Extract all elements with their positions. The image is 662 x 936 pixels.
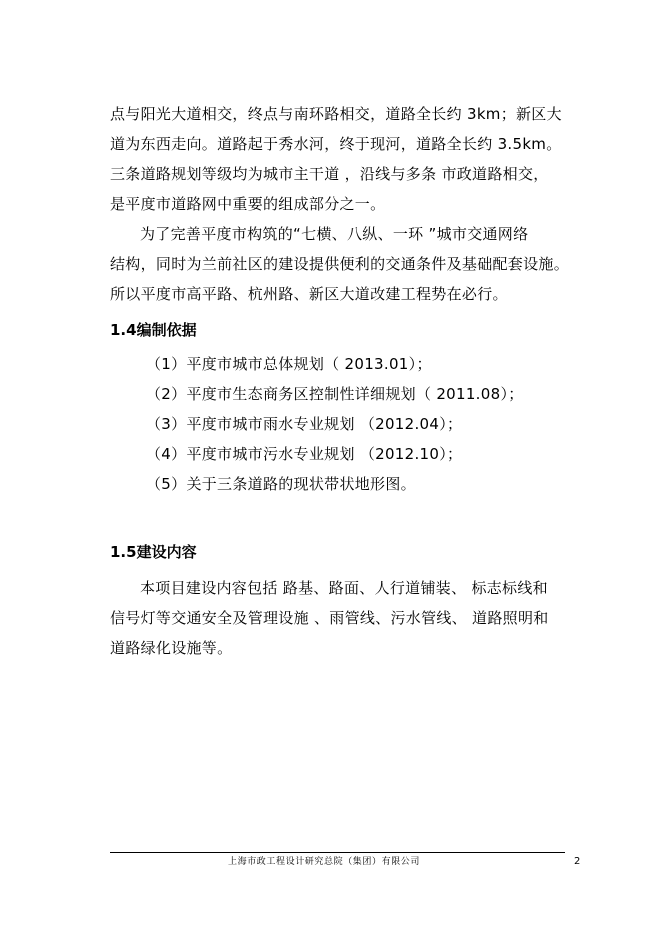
purpose-line-2: 结构，同时为兰前社区的建设提供便利的交通条件及基础配套设施。 [110,255,570,273]
section-1-4-heading: 1.4编制依据 [110,321,197,339]
intro-line-4: 是平度市道路网中重要的组成部分之一。 [110,195,386,213]
purpose-line-1: 为了完善平度市构筑的“七横、八纵、一环 ”城市交通网络 [140,225,529,243]
footer-organization: 上海市政工程设计研究总院（集团）有限公司 [228,857,421,867]
purpose-line-3: 所以平度市高平路、杭州路、新区大道改建工程势在必行。 [110,285,508,303]
content-line-1: 本项目建设内容包括 路基、路面、人行道铺装、 标志标线和 [140,579,548,597]
basis-item-2: （2）平度市生态商务区控制性详细规划（ 2011.08）； [146,385,524,403]
intro-line-1: 点与阳光大道相交，终点与南环路相交，道路全长约 3km；新区大 [110,105,562,123]
intro-line-2: 道为东西走向。道路起于秀水河，终于现河，道路全长约 3.5km。 [110,135,562,153]
basis-item-4: （4）平度市城市污水专业规划 （2012.10）； [146,445,463,463]
intro-line-3: 三条道路规划等级均为城市主干道 ，沿线与多条 市政道路相交， [110,165,549,183]
basis-item-3: （3）平度市城市雨水专业规划 （2012.04）； [146,415,463,433]
footer-divider [110,852,565,853]
content-line-2: 信号灯等交通安全及管理设施 、雨管线、污水管线、 道路照明和 [110,609,549,627]
content-line-3: 道路绿化设施等。 [110,639,233,657]
basis-item-1: （1）平度市城市总体规划（ 2013.01）； [146,355,432,373]
section-1-5-heading: 1.5建设内容 [110,543,197,561]
basis-item-5: （5）关于三条道路的现状带状地形图。 [146,475,416,493]
page-number: 2 [574,856,581,867]
